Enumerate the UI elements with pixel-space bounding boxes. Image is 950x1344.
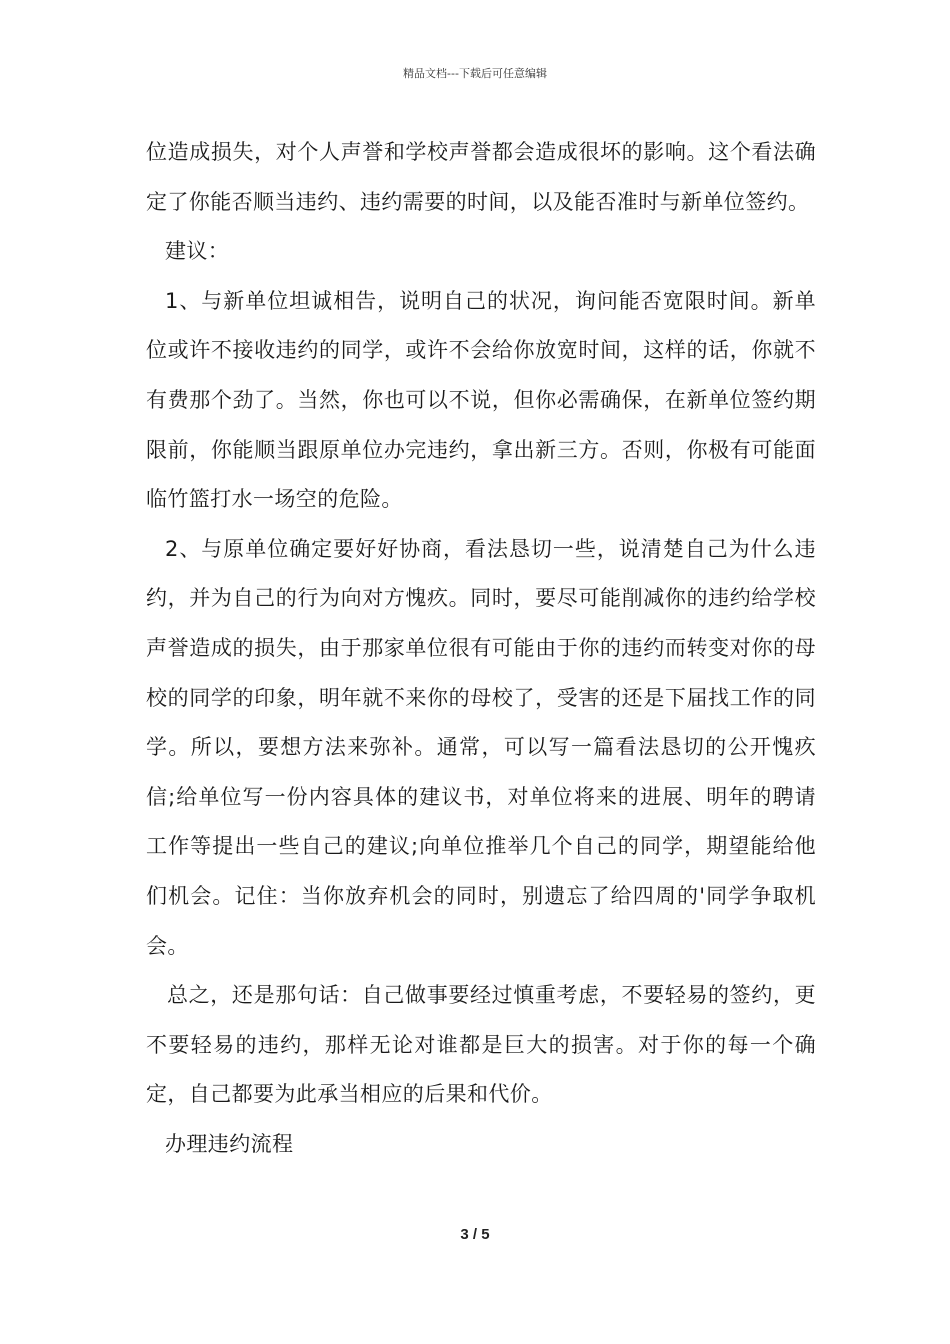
section-heading-procedure: 办理违约流程 [165,1131,294,1156]
document-body [146,128,816,1169]
paragraph-suggestion-heading: 建议： [165,239,230,264]
paragraph-suggestion-1: 1、与新单位坦诚相告，说明自己的状况，询问能否宽限时间。新单位或许不接收违约的同学，或许不会给你放宽时间，这样的话，你就不有费那个劲了。当然，你也可以不说，但你必需确保，在新单位签约期限前，你能顺当跟原单位办完违约，拿出新三方。否则，你极有可能面临竹篮打水一场空的危险。 [146,288,816,512]
paragraph-summary: 总之，还是那句话：自己做事要经过慎重考虑，不要轻易的签约，更不要轻易的违约，那样无论对谁都是巨大的损害。对于你的每一个确定，自己都要为此承当相应的后果和代价。 [146,983,816,1107]
paragraph-continuation: 位造成损失，对个人声誉和学校声誉都会造成很坏的影响。这个看法确定了你能否顺当违约、违约需要的时间，以及能否准时与新单位签约。 [146,140,816,214]
page-header: 精品文档---下载后可任意编辑 [403,67,547,80]
page-number: 3 / 5 [460,1226,490,1243]
paragraph-suggestion-2: 2、与原单位确定要好好协商，看法恳切一些，说清楚自己为什么违约，并为自己的行为向对方愧疚。同时，要尽可能削减你的违约给学校声誉造成的损失，由于那家单位很有可能由于你的违约而转变对你的母校的同学的印象，明年就不来你的母校了，受害的还是下届找工作的同学。所以，要想方法来弥补。通常，可以写一篇看法恳切的公开愧疚信;给单位写一份内容具体的建议书，对单位将来的进展、明年的聘请工作等提出一些自己的建议;向单位推举几个自己的同学，期望能给他们机会。记住：当你放弃机会的同时，别遗忘了给四周的'同学争取机会。 [146,536,816,958]
